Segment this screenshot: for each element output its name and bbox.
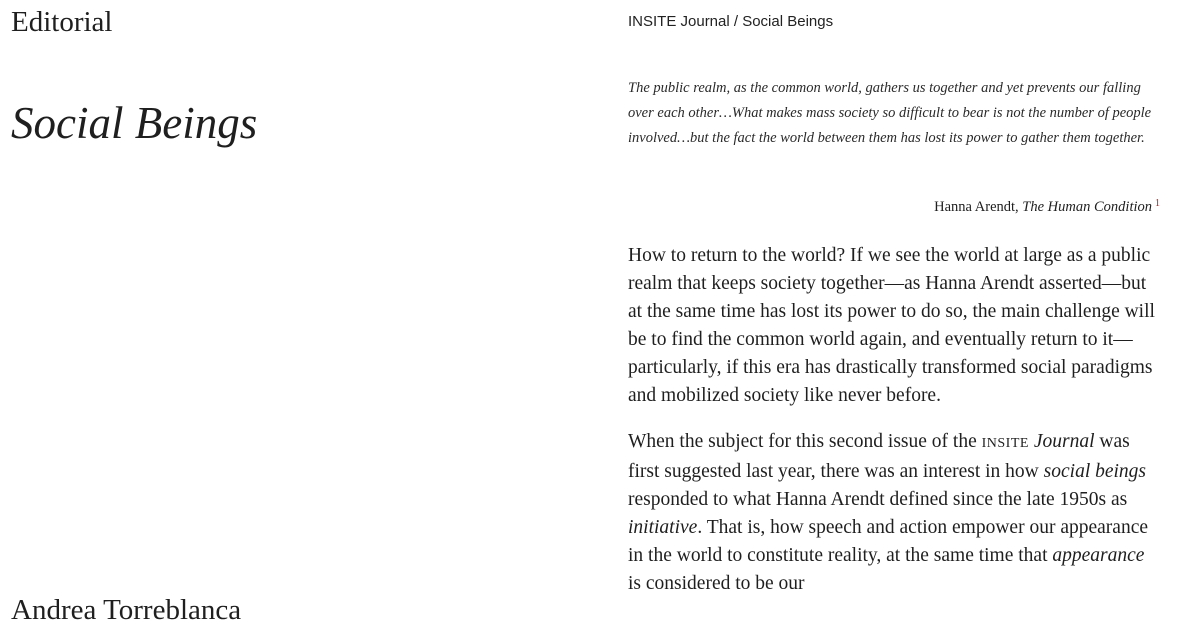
quote-work: The Human Condition [1022,199,1152,215]
breadcrumb[interactable]: INSITE Journal / Social Beings [628,13,834,30]
p2-text-h: . That is, how speech and action empower our appearance in the world to constitute reality, at the same time that [628,517,1148,566]
p2-appearance: appearance [1052,545,1145,566]
section-label: Editorial [11,6,113,38]
p2-text-f: responded to what Hanna Arendt defined since the late 1950s as [628,489,1128,510]
p2-insite: INSITE [981,436,1029,451]
right-column [628,0,1160,630]
quote-author: Hanna Arendt, [934,199,1019,215]
paragraph-2 [628,428,1160,598]
p2-initiative: initiative [628,517,698,538]
p2-text-a: When the subject for this second issue of the [628,431,982,452]
p2-text-j: is considered to be our [628,573,805,594]
article-body [628,242,1160,616]
p2-social-beings: social beings [1043,461,1147,482]
epigraph-attribution [934,193,1160,218]
p2-journal: Journal [1033,431,1095,452]
paragraph-1: How to return to the world? If we see the world at large as a public realm that keeps society together—as Hanna Arendt asserted—but at the same time has lost its power to do so, the main challenge will be to find the common world again, and eventually return to it—particularly, if this era has drastically transformed social paradigms and mobilized society like never before. [628,245,1155,406]
p2-text-d: was first suggested last year, there was an interest in how [628,431,1130,482]
article-title: Social Beings [11,98,258,148]
footnote-marker[interactable]: 1 [1155,198,1160,209]
author-name: Andrea Torreblanca [11,594,242,626]
epigraph-quote: The public realm, as the common world, gathers us together and yet prevents our falling over each other…What makes mass society so difficult to bear is not the number of people involved…but the fact the world between them has lost its power to gather them together. [628,80,1152,146]
